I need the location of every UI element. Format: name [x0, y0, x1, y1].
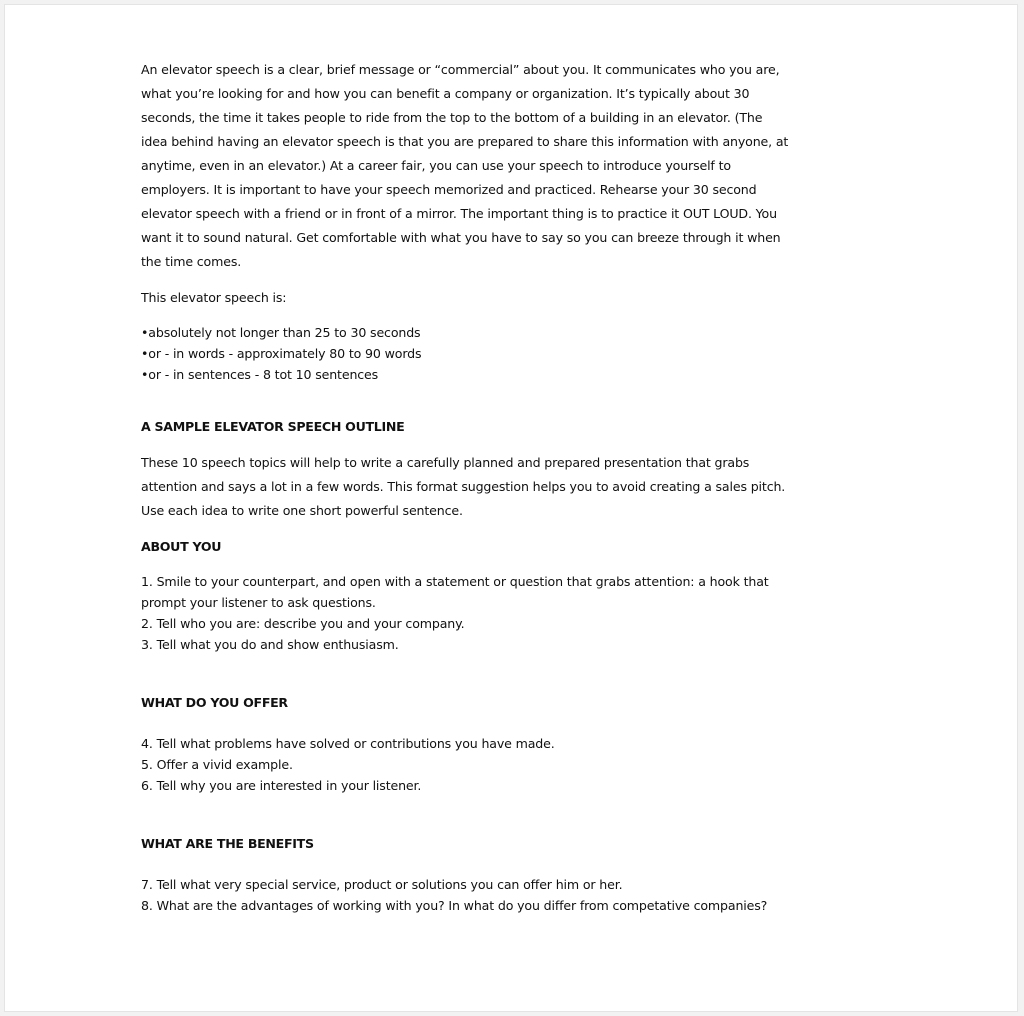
list-item: 2. Tell who you are: describe you and your company.	[141, 616, 465, 631]
about-you-heading: ABOUT YOU	[141, 539, 222, 554]
intro-line: want it to sound natural. Get comfortable with what you have to say so you can breeze through it when	[141, 230, 781, 245]
list-item: •or - in words - approximately 80 to 90 words	[141, 346, 422, 361]
outline-line: Use each idea to write one short powerful sentence.	[141, 503, 463, 518]
benefits-list	[141, 874, 881, 916]
list-item: prompt your listener to ask questions.	[141, 595, 376, 610]
intro-line: the time comes.	[141, 254, 242, 269]
intro-line: anytime, even in an elevator.) At a career fair, you can use your speech to introduce yourself to	[141, 158, 731, 173]
speech-criteria-list	[141, 322, 881, 385]
intro-line: An elevator speech is a clear, brief message or “commercial” about you. It communicates who you are,	[141, 62, 780, 77]
list-item: •or - in sentences - 8 tot 10 sentences	[141, 367, 379, 382]
intro-line: what you’re looking for and how you can benefit a company or organization. It’s typically about 30	[141, 86, 750, 101]
intro-line: idea behind having an elevator speech is that you are prepared to share this information with anyone, at	[141, 134, 789, 149]
list-item: 3. Tell what you do and show enthusiasm.	[141, 637, 399, 652]
document-page	[4, 4, 1018, 1012]
intro-line: elevator speech with a friend or in front of a mirror. The important thing is to practice it OUT LOUD. You	[141, 206, 777, 221]
offer-heading: WHAT DO YOU OFFER	[141, 695, 288, 710]
outline-heading: A SAMPLE ELEVATOR SPEECH OUTLINE	[141, 419, 405, 434]
offer-list	[141, 733, 881, 796]
outline-line: attention and says a lot in a few words. This format suggestion helps you to avoid creating a sales pitch.	[141, 479, 786, 494]
list-item: 6. Tell why you are interested in your listener.	[141, 778, 422, 793]
outline-line: These 10 speech topics will help to write a carefully planned and prepared presentation that grabs	[141, 455, 750, 470]
list-item: 5. Offer a vivid example.	[141, 757, 293, 772]
list-item: 1. Smile to your counterpart, and open with a statement or question that grabs attention: a hook that	[141, 574, 769, 589]
intro-paragraph	[141, 58, 881, 274]
about-you-list	[141, 571, 881, 655]
intro-line: seconds, the time it takes people to ride from the top to the bottom of a building in an elevator. (The	[141, 110, 763, 125]
benefits-heading: WHAT ARE THE BENEFITS	[141, 836, 314, 851]
list-item: 8. What are the advantages of working with you? In what do you differ from competative companies?	[141, 898, 768, 913]
outline-paragraph	[141, 451, 881, 523]
list-item: •absolutely not longer than 25 to 30 seconds	[141, 325, 421, 340]
document-body	[141, 58, 881, 916]
list-item: 4. Tell what problems have solved or contributions you have made.	[141, 736, 555, 751]
intro-line: employers. It is important to have your speech memorized and practiced. Rehearse your 30 second	[141, 182, 757, 197]
speech-is-label: This elevator speech is:	[141, 290, 287, 305]
list-item: 7. Tell what very special service, product or solutions you can offer him or her.	[141, 877, 623, 892]
